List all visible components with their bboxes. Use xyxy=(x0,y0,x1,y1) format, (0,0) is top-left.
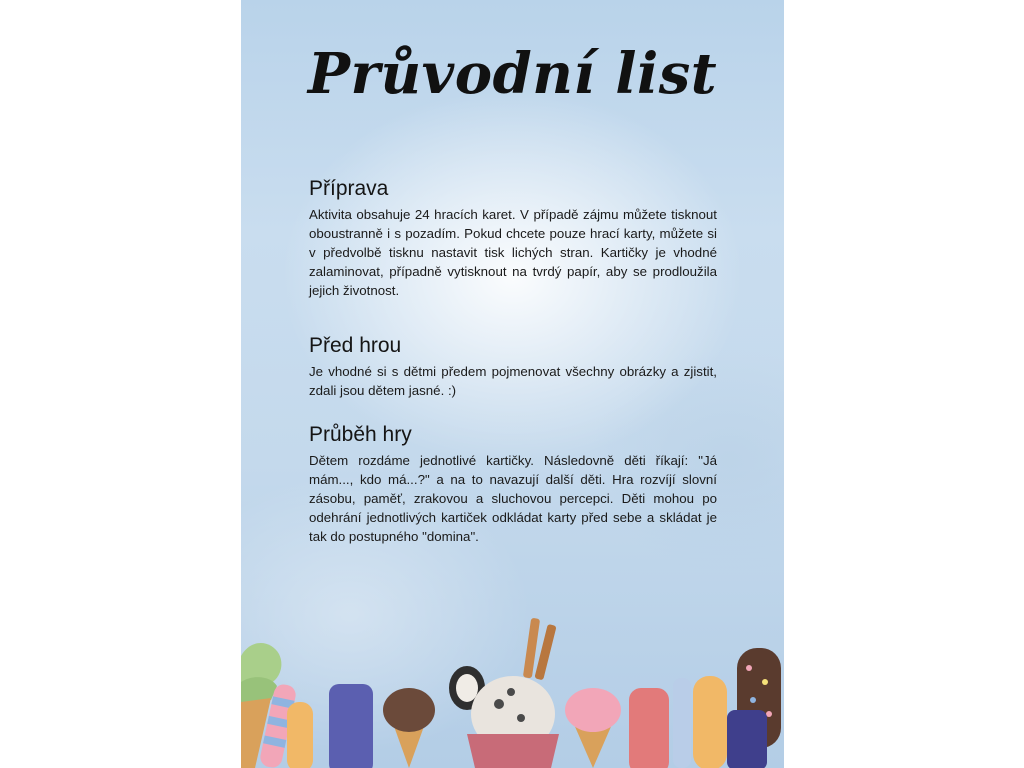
chocolate-cone-icon xyxy=(383,688,435,768)
section-preparation xyxy=(309,176,717,300)
orange-tall-popsicle-icon xyxy=(693,676,727,768)
section-heading: Příprava xyxy=(309,177,389,200)
section-text: Je vhodné si s dětmi předem pojmenovat všechny obrázky a zjistit, zdali jsou dětem jasné. :) xyxy=(309,364,717,398)
section-heading: Před hrou xyxy=(309,334,402,357)
section-heading: Průběh hry xyxy=(309,423,412,446)
section-game-course xyxy=(309,422,717,546)
document-page xyxy=(241,0,784,768)
cookies-cream-cup-icon xyxy=(467,618,559,768)
section-before-game xyxy=(309,333,717,400)
section-text: Dětem rozdáme jednotlivé kartičky. Následovně děti říkají: "Já mám..., kdo má...?" a na to navazují další děti. Hra rozvíjí slovní zásobu, paměť, zrakovou a sluchovou percepci. Děti mohou po odehrání jednotlivých kartiček odkládat karty před sebe a skládat je tak do postupného "domina". xyxy=(309,453,717,544)
section-text: Aktivita obsahuje 24 hracích karet. V případě zájmu můžete tisknout oboustranně i s pozadím. Pokud chcete pouze hrací karty, můžete si v předvolbě tisknu nastavit tisk lichých stran. Kartičky je vhodné zalaminovat, případně vytisknout na tvrdý papír, aby se prodloužila jejich životnost. xyxy=(309,207,717,298)
orange-popsicle-icon xyxy=(287,702,313,768)
pink-cone-icon xyxy=(565,688,621,768)
ice-cream-border-illustration xyxy=(241,618,784,768)
red-popsicle-icon xyxy=(629,688,669,768)
purple-popsicle-icon xyxy=(329,684,373,768)
dark-bar-icon xyxy=(727,710,767,768)
striped-stick-icon xyxy=(673,678,691,768)
page-title: Průvodní list xyxy=(307,41,718,107)
